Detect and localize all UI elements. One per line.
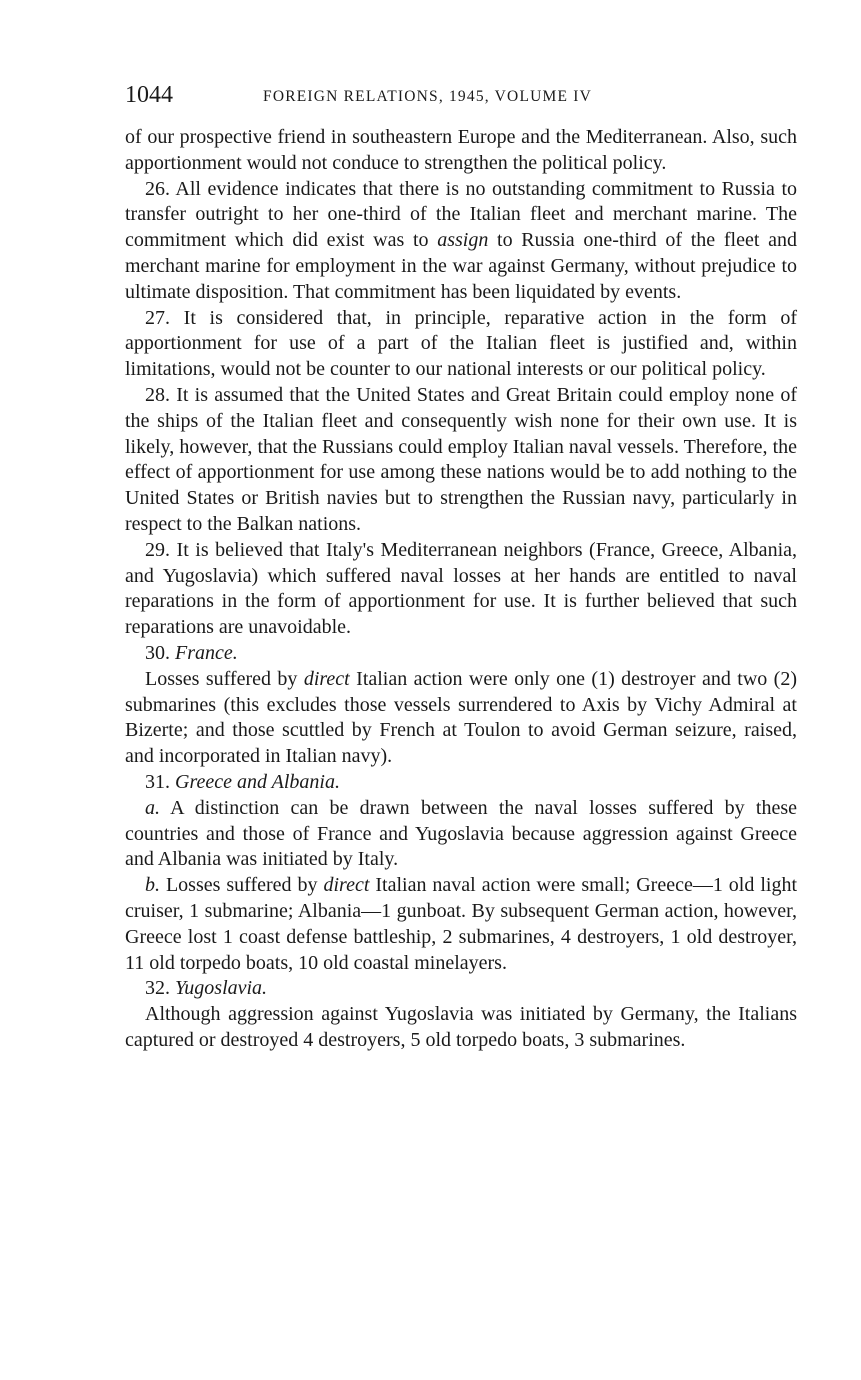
paragraph-29: 29. It is believed that Italy's Mediterranean neighbors (France, Greece, Albania, and Yugoslavia) which suffered naval losses at her hands are entitled to naval reparations in the form of apportionment for use. It is further believed that such reparations are unavoidable.: [125, 538, 797, 639]
paragraph-31a-label: a.: [145, 796, 160, 819]
section-30-title: France.: [175, 641, 238, 664]
paragraph-27: 27. It is considered that, in principle, reparative action in the form of apportionment for use of a part of the Italian fleet is justified and, within limitations, would not be counter to our national interests or our political policy.: [125, 306, 797, 381]
paragraph-30-text-b: Italian action were only one (1) destroyer and two (2) submarines (this excludes those vessels surrendered to Axis by Vichy Admiral at Bizerte; and those scuttled by French at Toulon to avoid German seizure, raised, and incorporated in Italian navy).: [125, 667, 797, 768]
paragraph-30-emphasis: direct: [303, 667, 350, 690]
paragraph-26-text-a: 26. All evidence indicates that there is no outstanding commitment to Russia to transfer outright to her one-third of the Italian fleet and merchant marine. The commitment which did exist was to: [125, 177, 797, 252]
paragraph-31b-text-b: Italian naval action were small; Greece—1 old light cruiser, 1 submarine; Albania—1 gunboat. By subsequent German action, however, Greece lost 1 coast defense battleship, 2 submarines, 4 destroyers, 1 old destroyer, 11 old torpedo boats, 10 old coastal minelayers.: [125, 874, 797, 974]
section-32-number: 32.: [145, 977, 175, 1000]
paragraph-30-text-a: Losses suffered by: [145, 667, 304, 690]
paragraph-26: [125, 177, 797, 306]
paragraph-31b-emphasis: direct: [323, 874, 370, 897]
page-number: 1044: [125, 82, 173, 108]
paragraph-26-text-b: to Russia one-third of the fleet and merchant marine for employment in the war against Germany, without prejudice to ultimate disposition. That commitment has been liquidated by events.: [125, 229, 797, 303]
paragraph-26-emphasis: assign: [437, 229, 489, 252]
paragraph-28: 28. It is assumed that the United States and Great Britain could employ none of the ships of the Italian fleet and consequently wish none for their own use. It is likely, however, that the Russians could employ Italian naval vessels. Therefore, the effect of apportionment for use among these nations would be to add nothing to the United States or British navies but to strengthen the Russian navy, particularly in respect to the Balkan nations.: [125, 383, 797, 535]
section-32-title: Yugoslavia.: [175, 977, 268, 1000]
section-heading-32: [125, 976, 797, 1002]
paragraph-30-body: [125, 667, 797, 770]
paragraph-31b: [125, 873, 797, 976]
paragraph-31b-label: b.: [145, 874, 160, 897]
paragraph-31a-text: A distinction can be drawn between the naval losses suffered by these countries and those of France and Yugoslavia because aggression against Greece and Albania was initiated by Italy.: [125, 796, 797, 871]
section-31-number: 31.: [145, 770, 175, 793]
section-31-title: Greece and Albania.: [175, 770, 340, 793]
paragraph-31b-text-a: Losses suffered by: [160, 874, 324, 897]
running-head: FOREIGN RELATIONS, 1945, VOLUME IV: [263, 88, 592, 105]
section-30-number: 30.: [145, 641, 175, 664]
paragraph-continuation: of our prospective friend in southeastern Europe and the Mediterranean. Also, such apportionment would not conduce to strengthen the political policy.: [125, 126, 797, 174]
section-heading-30: [125, 641, 797, 667]
page-header: [125, 80, 797, 112]
document-body: [125, 125, 797, 1054]
paragraph-32-body: Although aggression against Yugoslavia was initiated by Germany, the Italians captured or destroyed 4 destroyers, 5 old torpedo boats, 3 submarines.: [125, 1003, 797, 1051]
section-heading-31: [125, 770, 797, 796]
paragraph-31a: [125, 796, 797, 873]
